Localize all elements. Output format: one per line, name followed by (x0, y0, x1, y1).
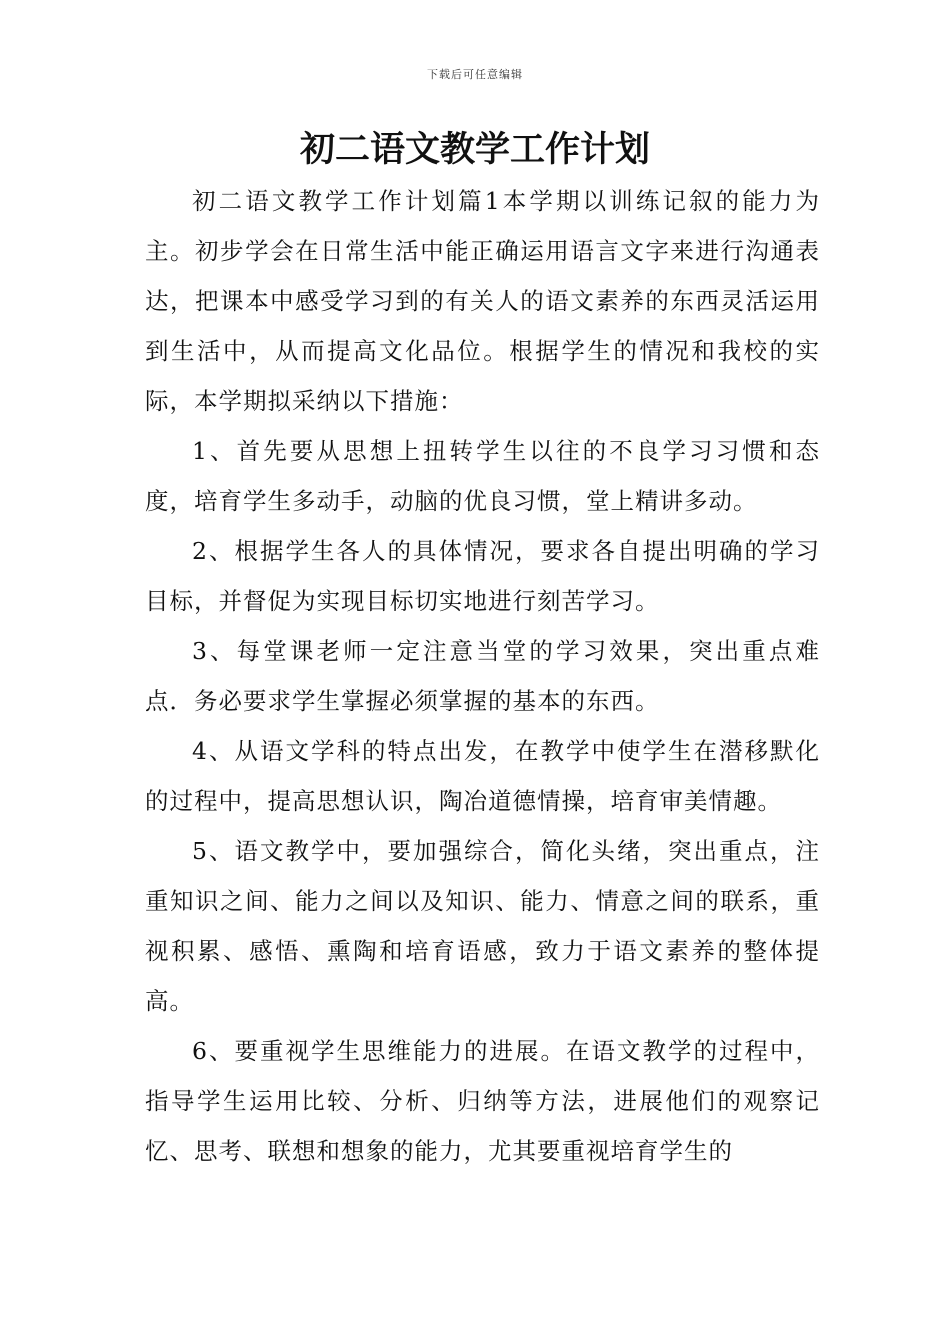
paragraph-item-5: 5、语文教学中，要加强综合，简化头绪，突出重点，注重知识之间、能力之间以及知识、能力、情意之间的联系，重视积累、感悟、熏陶和培育语感，致力于语文素养的整体提高。 (145, 837, 820, 1015)
paragraph-item-1: 1、首先要从思想上扭转学生以往的不良学习习惯和态度，培育学生多动手，动脑的优良习惯，堂上精讲多动。 (145, 437, 820, 515)
paragraph-item-3: 3、每堂课老师一定注意当堂的学习效果，突出重点难点．务必要求学生掌握必须掌握的基本的东西。 (145, 637, 820, 715)
page-header-note: 下载后可任意编辑 (427, 68, 523, 81)
paragraph-intro: 初二语文教学工作计划篇1本学期以训练记叙的能力为主。初步学会在日常生活中能正确运用语言文字来进行沟通表达，把课本中感受学习到的有关人的语文素养的东西灵活运用到生活中，从而提高文化品位。根据学生的情况和我校的实际，本学期拟采纳以下措施： (145, 187, 820, 415)
document-title: 初二语文教学工作计划 (299, 129, 650, 170)
paragraph-item-2: 2、根据学生各人的具体情况，要求各自提出明确的学习目标，并督促为实现目标切实地进行刻苦学习。 (145, 537, 820, 615)
paragraph-item-6: 6、要重视学生思维能力的进展。在语文教学的过程中，指导学生运用比较、分析、归纳等方法，进展他们的观察记忆、思考、联想和想象的能力，尤其要重视培育学生的 (145, 1037, 820, 1165)
document-body (145, 176, 820, 1176)
paragraph-item-4: 4、从语文学科的特点出发，在教学中使学生在潜移默化的过程中，提高思想认识，陶冶道德情操，培育审美情趣。 (145, 737, 820, 815)
